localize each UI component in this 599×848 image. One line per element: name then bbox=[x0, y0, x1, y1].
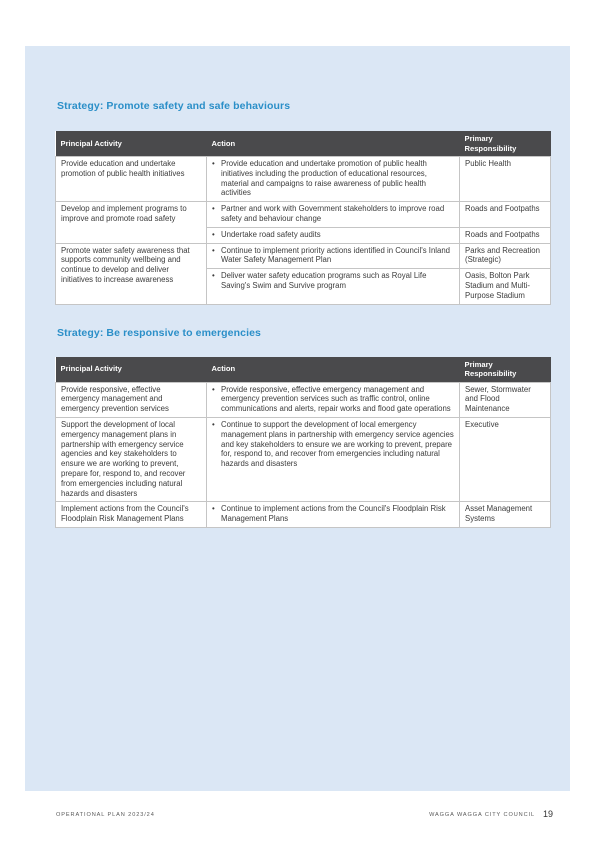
table-header-row bbox=[56, 131, 551, 157]
bullet-icon: • bbox=[212, 245, 215, 255]
responsibility-cell: Oasis, Bolton Park Stadium and Multi-Purpose Stadium bbox=[460, 269, 551, 304]
activity-cell: Provide responsive, effective emergency management and emergency prevention services bbox=[56, 382, 207, 417]
footer-document-title: OPERATIONAL PLAN 2023/24 bbox=[56, 812, 155, 818]
action-cell bbox=[207, 382, 460, 417]
page-content bbox=[55, 100, 552, 528]
action-text: Provide responsive, effective emergency management and emergency prevention services such as traffic control, online communications and alerts, repair works and flood gate operations bbox=[221, 384, 451, 414]
header-action: Action bbox=[207, 357, 460, 383]
safety-table bbox=[55, 131, 551, 305]
footer-organisation: WAGGA WAGGA CITY COUNCIL bbox=[429, 812, 535, 818]
responsibility-cell: Roads and Footpaths bbox=[460, 202, 551, 228]
activity-cell: Provide education and undertake promotion of public health initiatives bbox=[56, 157, 207, 202]
table-row bbox=[56, 157, 551, 202]
bullet-icon: • bbox=[212, 419, 215, 429]
header-primary-responsibility: Primary Responsibility bbox=[460, 357, 551, 383]
bullet-icon: • bbox=[212, 504, 215, 514]
bullet-icon: • bbox=[212, 271, 215, 281]
emergencies-table bbox=[55, 357, 551, 528]
activity-cell: Develop and implement programs to improve and promote road safety bbox=[56, 202, 207, 243]
bullet-icon: • bbox=[212, 229, 215, 239]
header-primary-responsibility: Primary Responsibility bbox=[460, 131, 551, 157]
bullet-icon: • bbox=[212, 159, 215, 168]
responsibility-cell: Asset Management Systems bbox=[460, 502, 551, 528]
table-row bbox=[56, 417, 551, 501]
action-cell bbox=[207, 227, 460, 243]
action-text: Continue to implement actions from the Council's Floodplain Risk Management Plans bbox=[221, 504, 446, 524]
action-text: Undertake road safety audits bbox=[221, 229, 321, 239]
action-cell bbox=[207, 157, 460, 202]
activity-cell: Implement actions from the Council's Floodplain Risk Management Plans bbox=[56, 502, 207, 528]
action-text: Continue to implement priority actions identified in Council's Inland Water Safety Management Plan bbox=[221, 245, 451, 265]
page-number: 19 bbox=[542, 809, 553, 819]
responsibility-cell: Sewer, Stormwater and Flood Maintenance bbox=[460, 382, 551, 417]
strategy-heading-emergencies: Strategy: Be responsive to emergencies bbox=[57, 326, 261, 339]
action-text: Deliver water safety education programs such as Royal Life Saving's Swim and Survive program bbox=[221, 271, 427, 290]
responsibility-cell: Public Health bbox=[460, 157, 551, 202]
table-header-row bbox=[56, 357, 551, 383]
header-action: Action bbox=[207, 131, 460, 157]
bullet-icon: • bbox=[212, 204, 215, 214]
action-cell bbox=[207, 243, 460, 269]
strategy-heading-safety: Strategy: Promote safety and safe behaviours bbox=[57, 100, 291, 112]
action-text: Partner and work with Government stakeholders to improve road safety and behaviour change bbox=[221, 204, 445, 223]
action-text: Continue to support the development of local emergency management plans in partnership with emergency service agencies and key stakeholders to ensure we are working to prevent, prepare for, respond to, and recover from emergencies including natural hazards and disasters bbox=[221, 419, 454, 469]
activity-cell: Support the development of local emergency management plans in partnership with emergency service agencies and key stakeholders to ensure we are working to prevent, prepare for, respond to, and recover from emergencies including natural hazards and disasters bbox=[56, 417, 207, 501]
action-cell bbox=[207, 269, 460, 304]
action-cell bbox=[207, 202, 460, 228]
activity-cell: Promote water safety awareness that supports community wellbeing and continue to develop and deliver initiatives to increase awareness bbox=[56, 243, 207, 304]
action-cell bbox=[207, 417, 460, 501]
action-text: Provide education and undertake promotion of public health initiatives including the production of educational resources, material and campaigns to raise awareness of public health activities bbox=[221, 159, 427, 198]
action-cell bbox=[207, 502, 460, 528]
table-row bbox=[56, 202, 551, 228]
bullet-icon: • bbox=[212, 384, 215, 394]
responsibility-cell: Parks and Recreation (Strategic) bbox=[460, 243, 551, 269]
table-row bbox=[56, 243, 551, 269]
table-row bbox=[56, 382, 551, 417]
responsibility-cell: Executive bbox=[460, 417, 551, 501]
responsibility-cell: Roads and Footpaths bbox=[460, 227, 551, 243]
header-principal-activity: Principal Activity bbox=[56, 131, 207, 157]
header-principal-activity: Principal Activity bbox=[56, 357, 207, 383]
table-row bbox=[56, 502, 551, 528]
